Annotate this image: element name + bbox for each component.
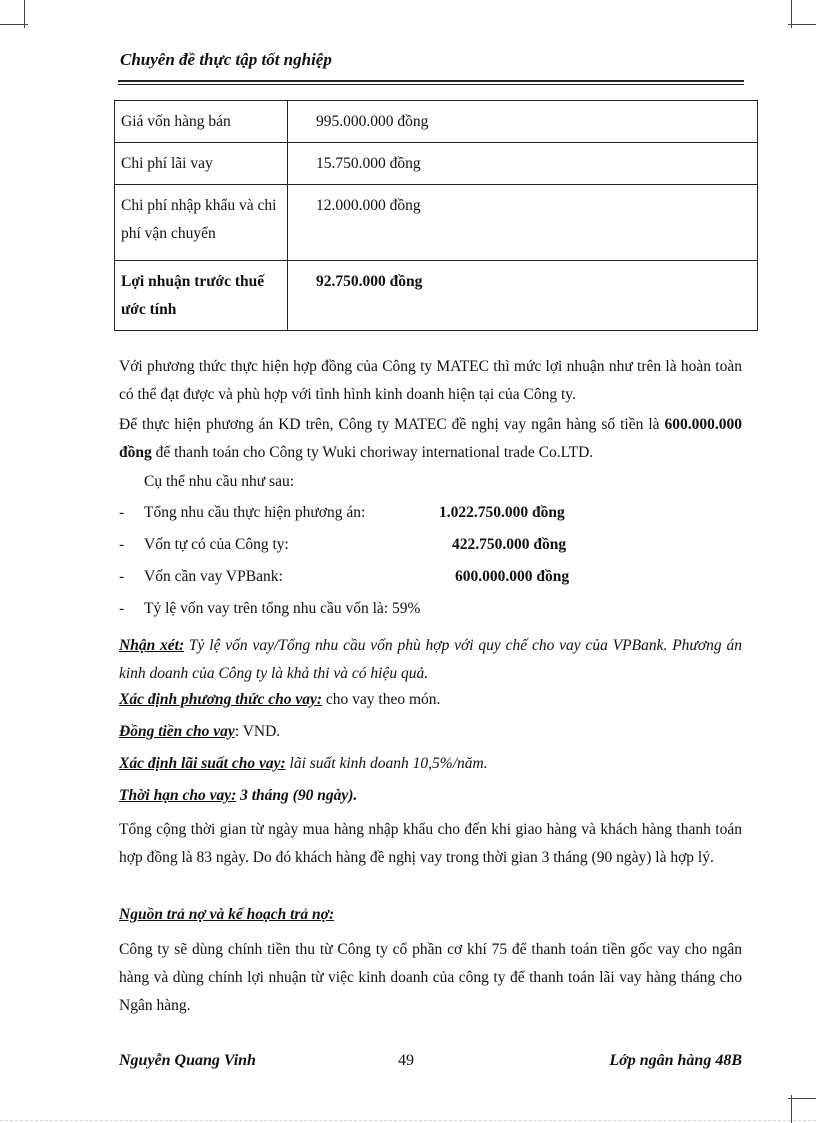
crop-mark	[788, 1098, 816, 1099]
table-cell-value: 92.750.000 đồng	[288, 261, 758, 331]
table-cell-value: 995.000.000 đồng	[288, 101, 758, 143]
footer-class: Lớp ngân hàng 48B	[609, 1052, 742, 1069]
table-cell-label: Lợi nhuận trước thuế ước tính	[115, 261, 288, 331]
crop-mark	[788, 24, 816, 25]
table-cell-value: 15.750.000 đồng	[288, 143, 758, 185]
loan-rate-text: lãi suất kinh doanh 10,5%/năm.	[285, 755, 488, 772]
loan-rate-label: Xác định lãi suất cho vay:	[119, 755, 286, 772]
loan-term-label: Thời hạn cho vay:	[119, 787, 237, 804]
loan-request-text: Để thực hiện phương án KD trên, Công ty MATEC đề nghị vay ngân hàng số tiền là	[119, 416, 665, 433]
paragraph-loan-request	[119, 411, 742, 467]
need-value: 1.022.750.000 đồng	[439, 504, 565, 521]
need-label: Tổng nhu cầu thực hiện phương án:	[144, 504, 366, 521]
crop-mark	[0, 24, 28, 25]
table-cell-label: Chi phí lãi vay	[115, 143, 288, 185]
table-row	[115, 185, 758, 261]
repayment-heading: Nguồn trả nợ và kế hoạch trả nợ:	[119, 906, 335, 923]
paragraph-repayment: Công ty sẽ dùng chính tiền thu từ Công ty cổ phần cơ khí 75 để thanh toán tiền gốc vay cho ngân hàng và dùng chính lợi nhuận từ việc kinh doanh của công ty để thanh toán lãi vay hàng tháng cho Ngân hàng.	[119, 941, 742, 1014]
paragraph-term: Tổng cộng thời gian từ ngày mua hàng nhập khẩu cho đến khi giao hàng và khách hàng thanh toán hợp đồng là 83 ngày. Do đó khách hàng đề nghị vay trong thời gian 3 tháng (90 ngày) là hợp lý.	[119, 821, 742, 866]
footer-author: Nguyễn Quang Vinh	[119, 1052, 256, 1069]
bullet-dash: -	[119, 536, 125, 553]
loan-method	[119, 691, 440, 709]
remark-label: Nhận xét:	[119, 637, 185, 654]
header-rule-top	[118, 80, 744, 82]
remark	[119, 632, 742, 688]
loan-request-text-end: để thanh toán cho Công ty Wuki choriway international trade Co.LTD.	[151, 444, 594, 461]
paragraph-profit: Với phương thức thực hiện hợp đồng của Công ty MATEC thì mức lợi nhuận như trên là hoàn toàn có thể đạt được và phù hợp với tình hình kinh doanh hiện tại của Công ty.	[119, 358, 742, 403]
loan-method-text: cho vay theo món.	[322, 691, 441, 708]
bullet-dash: -	[119, 568, 125, 585]
loan-amount: 600.000.000 đồng	[119, 416, 742, 461]
needs-intro: Cụ thể nhu cầu như sau:	[144, 473, 295, 490]
table-row	[115, 143, 758, 185]
table-cell-value: 12.000.000 đồng	[288, 185, 758, 261]
need-label: Vốn tự có của Công ty:	[144, 536, 289, 553]
loan-currency-text: : VND.	[234, 723, 281, 740]
cost-table	[114, 100, 758, 331]
loan-method-label: Xác định phương thức cho vay:	[119, 691, 322, 708]
bullet-dash: -	[119, 600, 125, 617]
need-value: 422.750.000 đồng	[452, 536, 567, 553]
page-edge-dots	[0, 1120, 816, 1121]
loan-currency-label: Đồng tiền cho vay	[119, 723, 235, 740]
table-row	[115, 261, 758, 331]
loan-rate	[119, 755, 488, 773]
loan-term	[119, 787, 357, 805]
need-label: Vốn cần vay VPBank:	[144, 568, 283, 585]
bullet-dash: -	[119, 504, 125, 521]
table-row	[115, 101, 758, 143]
table-cell-label: Giá vốn hàng bán	[115, 101, 288, 143]
page-header-title: Chuyên đề thực tập tốt nghiệp	[120, 50, 332, 69]
page-number: 49	[398, 1052, 414, 1069]
loan-term-text: 3 tháng (90 ngày).	[236, 787, 358, 804]
need-value: 600.000.000 đồng	[455, 568, 570, 585]
need-label: Tỷ lệ vốn vay trên tổng nhu cầu vốn là: 59%	[144, 600, 421, 617]
crop-mark	[791, 1095, 792, 1123]
table-cell-label: Chi phí nhập khẩu và chi phí vận chuyển	[115, 185, 288, 261]
loan-currency	[119, 723, 280, 741]
header-rule-bottom	[118, 84, 744, 85]
remark-text: Tỷ lệ vốn vay/Tổng nhu cầu vốn phù hợp với quy chế cho vay của VPBank. Phương án kinh doanh của Công ty là khả thi và có hiệu quả.	[119, 637, 742, 682]
